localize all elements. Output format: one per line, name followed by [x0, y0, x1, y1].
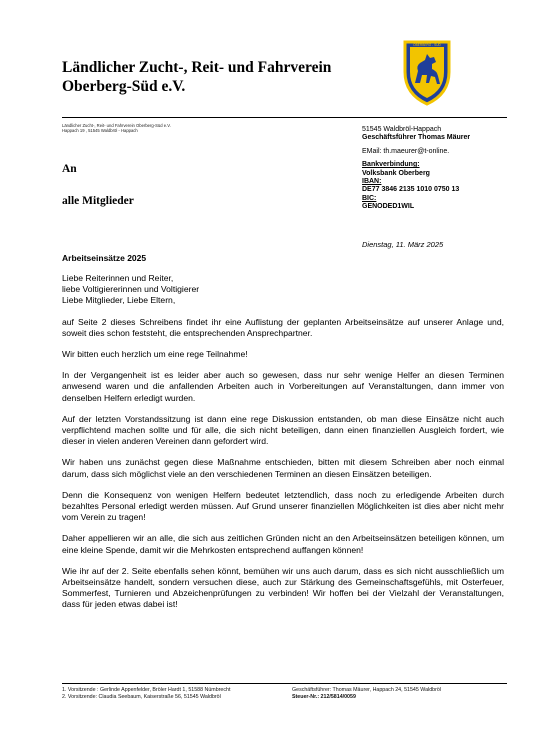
footer-management: [292, 687, 441, 701]
contact-address: 51545 Waldbröl-Happach: [362, 126, 442, 133]
body-paragraph: In der Vergangenheit ist es leider aber auch so gewesen, dass nur sehr wenige Helfer an diesen Terminen anwesend waren und die anfallenden Arbeiten auch in Vorbereitungen auf Veranstaltungen, dann immer von denselben Helfern erledigt wurden.: [62, 370, 504, 403]
letter-date: Dienstag, 11. März 2025: [362, 240, 444, 249]
iban-value: DE77 3846 2135 1010 0750 13: [362, 186, 460, 194]
bic-value: GENODED1WIL: [362, 203, 415, 211]
horse-crest-icon: [387, 38, 467, 108]
bic-label: BIC:: [362, 194, 377, 202]
bank-name: Volksbank Oberberg: [362, 169, 430, 177]
organization-name-line1: Ländlicher Zucht-, Reit- und Fahrverein: [62, 59, 332, 76]
contact-email: EMail: th.maeurer@t-online.: [362, 147, 450, 155]
recipient-line1: An: [62, 163, 77, 175]
contact-block: [362, 126, 522, 212]
footer-manager: Geschäftsführer: Thomas Mäurer, Happach 24, 51545 Waldbröl: [292, 687, 441, 693]
greeting-line: Liebe Mitglieder, Liebe Eltern,: [62, 295, 176, 306]
greeting: [62, 273, 504, 307]
bank-label: Bankverbindung:: [362, 161, 420, 169]
recipient-line2: alle Mitglieder: [62, 195, 134, 207]
letter-body: [62, 273, 504, 621]
contact-manager: Geschäftsführer Thomas Mäurer: [362, 134, 471, 142]
sender-return-address: [62, 123, 171, 133]
footer-board: [62, 687, 230, 701]
letter-subject: Arbeitseinsätze 2025: [62, 253, 147, 263]
organization-name: [62, 58, 362, 96]
footer-first-chair: 1. Vorsitzende : Gerlinde Appenfelder, Bröler Hardt 1, 51588 Nümbrecht: [62, 687, 231, 693]
header-divider: [62, 117, 507, 118]
sender-line1: Ländlicher Zucht-, Reit- und Fahrverein Oberberg-Süd e.V.: [62, 123, 171, 128]
body-paragraph: Wie ihr auf der 2. Seite ebenfalls sehen könnt, bemühen wir uns auch darum, dass es sich nicht ausschließlich um Arbeitseinsätze handelt, sondern versuchen diese, auch zur Stärkung des Gemeinschaftsgefühls, mit Osterfeuer, Sommerfest, Turnieren und Abzeichenprüfungen zu verbinden! Wir hoffen bei der Vielzahl der Veranstaltungen, dass für jeden etwas dabei ist!: [62, 565, 504, 610]
sender-line2: Happach 19 , 51545 Waldbröl - Happach: [62, 128, 138, 133]
greeting-line: Liebe Reiterinnen und Reiter,: [62, 273, 174, 283]
logo-text: OBERBERG - SÜD: [413, 43, 441, 47]
organization-name-line2: Oberberg-Süd e.V.: [62, 78, 186, 95]
body-paragraph: Denn die Konsequenz von wenigen Helfern bedeutet letztendlich, dass noch zu erledigende Arbeiten durch bezahltes Personal erledigt werden müssen. Auf Grund unserer finanziellen Möglichkeiten ist dies aber nicht mehr vom Verein zu tragen!: [62, 489, 504, 523]
body-paragraph: auf Seite 2 dieses Schreibens findet ihr eine Auflistung der geplanten Arbeitseinsätze auf unserer Anlage und, soweit dies schon feststeht, die entsprechenden Ansprechpartner.: [62, 316, 504, 338]
body-paragraph: Daher appellieren wir an alle, die sich aus zeitlichen Gründen nicht an den Arbeitseinsätzen beteiligen können, um eine kleine Spende, damit wir die Mehrkosten entsprechend auffangen können!: [62, 533, 504, 555]
footer-tax-number: Steuer-Nr.: 212/5814/0059: [292, 694, 356, 700]
body-paragraph: Auf der letzten Vorstandssitzung ist dann eine rege Diskussion entstanden, ob man diese Einsätze nicht auch verpflichtend machen sollte und für alle, die sich nicht beteiligen, dann einen finanziellen Ausgleich fordert, wie dieser in vielen anderen Vereinen dann gefordert wird.: [62, 413, 504, 447]
greeting-line: liebe Voltigiererinnen und Voltigierer: [62, 284, 200, 295]
footer-divider: [62, 683, 507, 684]
footer-second-chair: 2. Vorsitzende: Claudia Seebaum, Kaiserstraße 56, 51545 Waldbröl: [62, 694, 221, 700]
body-paragraph: Wir haben uns zunächst gegen diese Maßnahme entschieden, bitten mit diesem Schreiben aber noch einmal darum, dass sich möglichst viele an den verschiedenen Terminen an diesen Einsätzen beteiligen.: [62, 457, 504, 479]
body-paragraph: Wir bitten euch herzlich um eine rege Teilnahme!: [62, 349, 248, 360]
iban-label: IBAN:: [362, 178, 382, 186]
